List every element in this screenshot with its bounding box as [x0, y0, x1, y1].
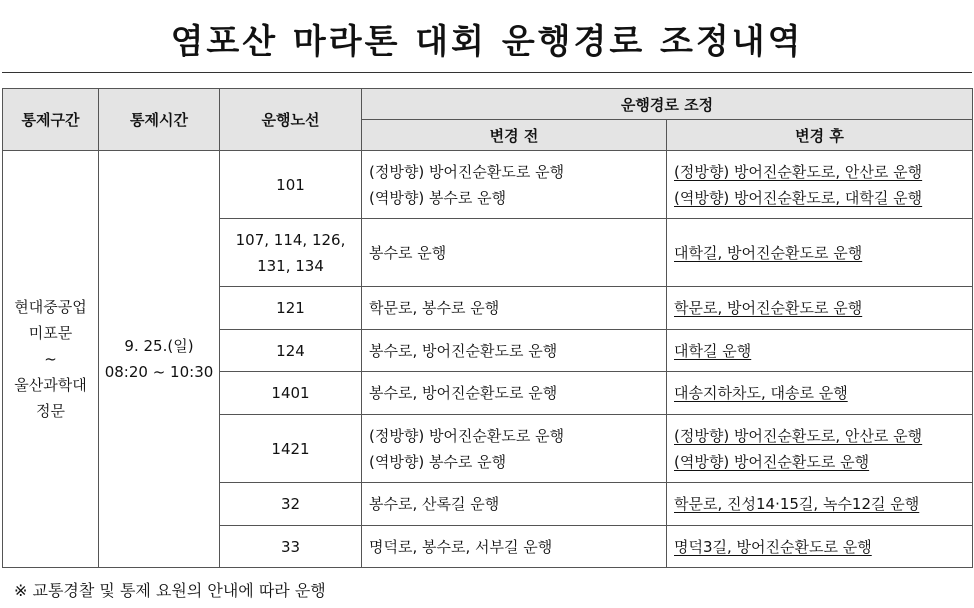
table-row — [3, 151, 973, 219]
before-line: 봉수로, 산록길 운행 — [369, 495, 500, 513]
route-adjustment-table — [2, 88, 973, 568]
route-cell — [220, 151, 362, 219]
after-line: 대송지하차도, 대송로 운행 — [674, 384, 848, 402]
header-adjust: 운행경로 조정 — [362, 89, 973, 120]
route-line: 101 — [276, 175, 305, 194]
route-line: 1421 — [271, 439, 310, 458]
route-line: 121 — [276, 299, 305, 317]
before-cell — [362, 219, 667, 287]
after-line: (정방향) 방어진순환도로, 안산로 운행 — [674, 162, 923, 181]
after-line: (정방향) 방어진순환도로, 안산로 운행 — [674, 426, 923, 445]
after-line: (역방향) 방어진순환도로 운행 — [674, 452, 870, 471]
time-line: 9. 25.(일) — [124, 337, 194, 355]
before-line: (정방향) 방어진순환도로 운행 — [369, 426, 565, 445]
after-line: 대학길 운행 — [674, 341, 752, 360]
before-line: 학문로, 봉수로 운행 — [369, 299, 500, 317]
after-cell — [667, 287, 973, 330]
route-cell — [220, 330, 362, 372]
before-cell — [362, 330, 667, 372]
before-line: 명덕로, 봉수로, 서부길 운행 — [369, 537, 553, 556]
before-cell — [362, 483, 667, 526]
route-line: 32 — [280, 495, 301, 513]
after-cell — [667, 415, 973, 483]
footnote: ※ 교통경찰 및 통제 요원의 안내에 따라 운행 — [14, 581, 326, 600]
section-line: ~ — [44, 350, 57, 368]
after-cell — [667, 372, 973, 415]
route-cell — [220, 526, 362, 568]
before-line: (역방향) 봉수로 운행 — [369, 188, 507, 207]
before-line: (정방향) 방어진순환도로 운행 — [369, 162, 565, 181]
route-cell — [220, 415, 362, 483]
header-time: 통제시간 — [99, 89, 220, 151]
before-cell — [362, 372, 667, 415]
after-line: 학문로, 진성14·15길, 녹수12길 운행 — [674, 495, 920, 513]
after-line: (역방향) 방어진순환도로, 대학길 운행 — [674, 188, 923, 207]
header-section: 통제구간 — [3, 89, 99, 151]
before-line: 봉수로, 방어진순환도로 운행 — [369, 384, 558, 402]
after-cell — [667, 526, 973, 568]
header-after: 변경 후 — [667, 120, 973, 151]
route-line: 107, 114, 126, — [235, 230, 346, 249]
route-line: 1401 — [271, 384, 310, 402]
after-line: 명덕3길, 방어진순환도로 운행 — [674, 537, 872, 556]
route-cell — [220, 219, 362, 287]
after-cell — [667, 330, 973, 372]
time-cell — [99, 151, 220, 568]
section-line: 미포문 — [28, 324, 73, 342]
route-cell — [220, 483, 362, 526]
page-title: 염포산 마라톤 대회 운행경로 조정내역 — [170, 22, 804, 62]
after-line: 대학길, 방어진순환도로 운행 — [674, 243, 863, 262]
after-line: 학문로, 방어진순환도로 운행 — [674, 299, 863, 317]
header-before: 변경 전 — [362, 120, 667, 151]
section-line: 울산과학대 — [14, 376, 87, 394]
before-line: (역방향) 봉수로 운행 — [369, 452, 507, 471]
after-cell — [667, 151, 973, 219]
before-cell — [362, 526, 667, 568]
route-line: 131, 134 — [257, 256, 324, 275]
section-line: 정문 — [36, 402, 65, 420]
after-cell — [667, 483, 973, 526]
header-route: 운행노선 — [220, 89, 362, 151]
before-cell — [362, 151, 667, 219]
time-line: 08:20 ~ 10:30 — [104, 363, 214, 381]
title-divider — [2, 72, 972, 73]
route-cell — [220, 287, 362, 330]
route-cell — [220, 372, 362, 415]
after-cell — [667, 219, 973, 287]
before-line: 봉수로, 방어진순환도로 운행 — [369, 341, 558, 360]
section-cell — [3, 151, 99, 568]
before-line: 봉수로 운행 — [369, 243, 447, 262]
route-line: 124 — [276, 341, 305, 360]
route-line: 33 — [280, 537, 301, 556]
section-line: 현대중공업 — [14, 298, 87, 316]
before-cell — [362, 415, 667, 483]
before-cell — [362, 287, 667, 330]
